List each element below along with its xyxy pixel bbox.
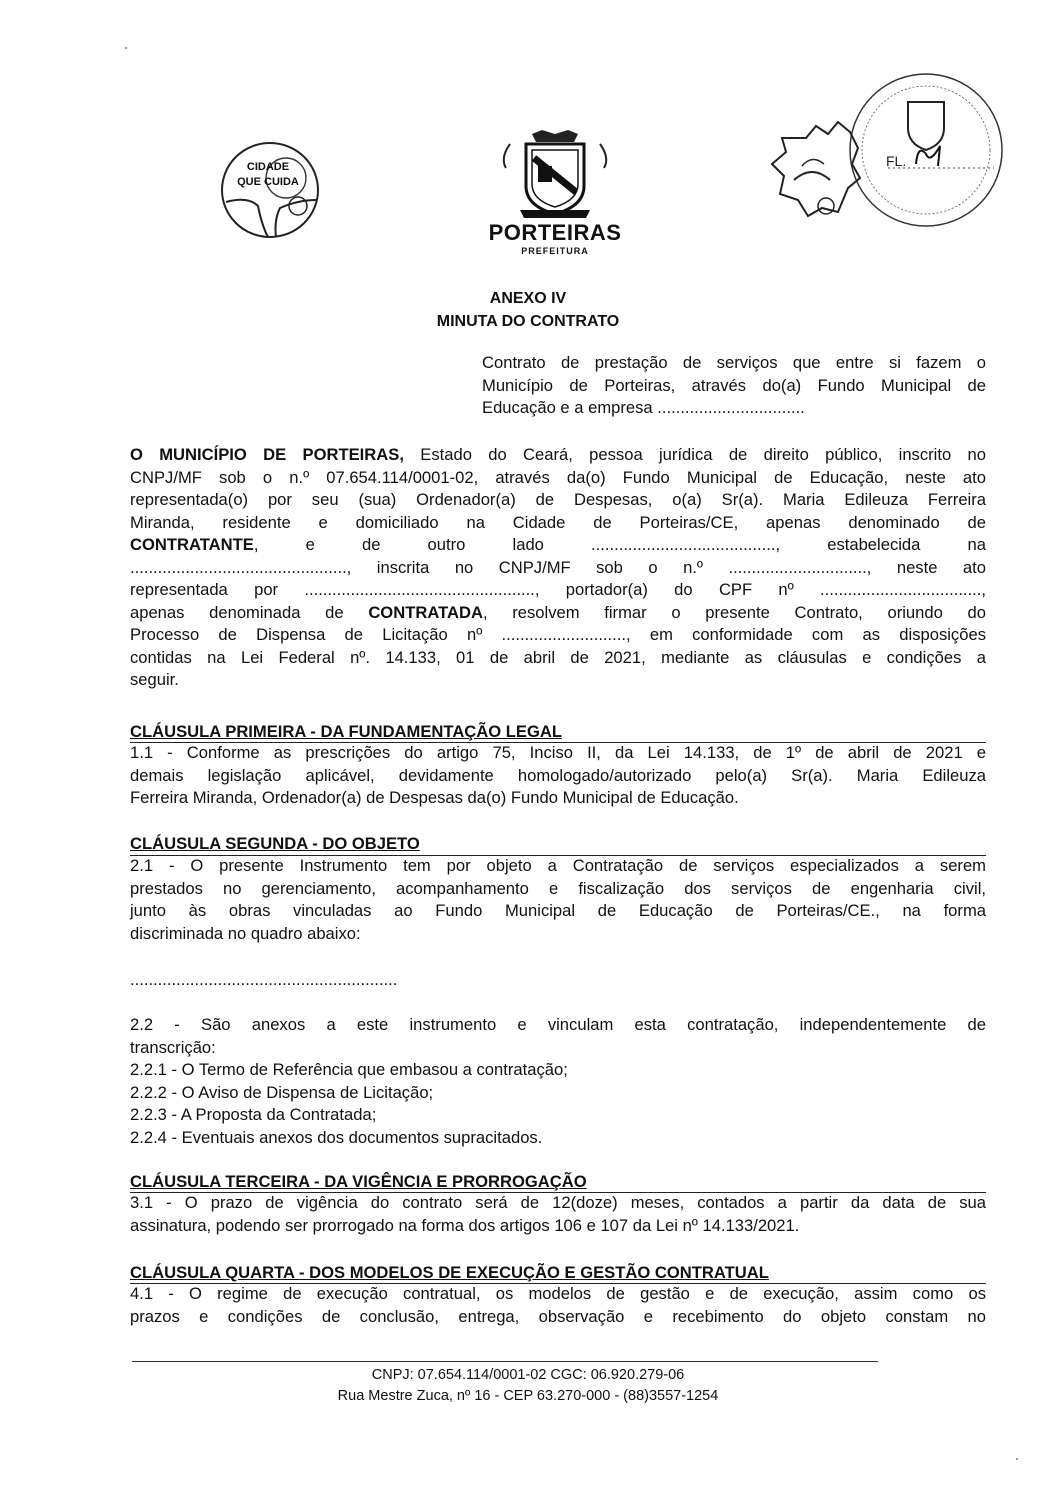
coat-of-arms-icon — [470, 128, 640, 220]
intro-line: representada(o) por seu (sua) Ordenador(a) de Despesas, o(a) Sr(a). Maria Edileuza Ferreira — [130, 490, 986, 509]
clause-3-title: CLÁUSULA TERCEIRA - DA VIGÊNCIA E PRORROGAÇÃO — [130, 1172, 587, 1191]
annex-item: 2.2.1 - O Termo de Referência que embasou a contratação; — [130, 1060, 568, 1079]
annex-item: 2.2.2 - O Aviso de Dispensa de Licitação; — [130, 1082, 434, 1102]
contract-preamble — [482, 352, 986, 420]
clause-line: 4.1 - O regime de execução contratual, os modelos de gestão e de execução, assim como os — [130, 1284, 986, 1303]
annex-line: 2.2 - São anexos a este instrumento e vinculam esta contratação, independentemente de — [130, 1015, 986, 1034]
intro-line: representada por .................................................., portador(a) do CPF nº ..................................., — [130, 580, 986, 599]
clause-line: Ferreira Miranda, Ordenador(a) de Despesas da(o) Fundo Municipal de Educação. — [130, 788, 739, 807]
annex-item: 2.2.3 - A Proposta da Contratada; — [130, 1105, 377, 1124]
intro-line: CONTRATANTE, e de outro lado ........................................, estabelecida na — [130, 535, 986, 554]
clause-line: 2.1 - O presente Instrumento tem por objeto a Contratação de serviços especializados a serem — [130, 856, 986, 875]
preamble-line: Educação e a empresa ................................ — [482, 398, 805, 417]
intro-line: ..............................................., inscrita no CNPJ/MF sob o n.º .............................., neste ato — [130, 557, 986, 577]
preamble-line: Contrato de prestação de serviços que entre si fazem o — [482, 353, 986, 372]
contract-draft-title: MINUTA DO CONTRATO — [436, 313, 620, 330]
scan-speck — [1016, 1458, 1018, 1460]
annex-line: transcrição: — [130, 1037, 216, 1057]
preamble-line: Município de Porteiras, através do(a) Fundo Municipal de — [482, 375, 986, 395]
footer-address: Rua Mestre Zuca, nº 16 - CEP 63.270-000 - (88)3557-1254 — [337, 1388, 719, 1404]
clause-3-body — [130, 1192, 986, 1237]
clause-line: assinatura, podendo ser prorrogado na forma dos artigos 106 e 107 da Lei nº 14.133/2021. — [130, 1215, 800, 1235]
annex-item: 2.2.4 - Eventuais anexos dos documentos supracitados. — [130, 1127, 543, 1147]
object-placeholder: .......................................................... — [130, 970, 398, 989]
clause-1-body — [130, 742, 986, 810]
clause-line: junto às obras vinculadas ao Fundo Municipal de Educação de Porteiras/CE., na forma — [130, 901, 986, 920]
clause-2-title: CLÁUSULA SEGUNDA - DO OBJETO — [130, 834, 420, 853]
cidade-que-cuida-logo — [218, 140, 322, 240]
svg-text:QUE CUIDA: QUE CUIDA — [237, 176, 299, 188]
footer-divider — [132, 1361, 878, 1362]
municipal-stamp — [768, 68, 1008, 236]
scan-speck — [125, 47, 127, 49]
clause-line: discriminada no quadro abaixo: — [130, 923, 361, 943]
clause-4-title: CLÁUSULA QUARTA - DOS MODELOS DE EXECUÇÃO E GESTÃO CONTRATUAL — [130, 1263, 769, 1282]
brand-name: PORTEIRAS — [488, 220, 622, 245]
clause-line: 3.1 - O prazo de vigência do contrato será de 12(doze) meses, contados a partir da data de sua — [130, 1193, 986, 1212]
intro-line: Processo de Dispensa de Licitação nº ..........................., em conformidade com as disposições — [130, 625, 986, 644]
clause-line: 1.1 - Conforme as prescrições do artigo 75, Inciso II, da Lei 14.133, de 1º de abril de 2021 e — [130, 743, 986, 762]
intro-line: contidas na Lei Federal nº. 14.133, 01 de abril de 2021, mediante as cláusulas e condições a — [130, 647, 986, 667]
clause-line: demais legislação aplicável, devidamente homologado/autorizado pelo(a) Sr(a). Maria Edileuza — [130, 765, 986, 785]
clause-line: prestados no gerenciamento, acompanhamento e fiscalização dos serviços de engenharia civil, — [130, 878, 986, 898]
svg-text:CIDADE: CIDADE — [246, 161, 290, 173]
footer-cnpj: CNPJ: 07.654.114/0001-02 CGC: 06.920.279-06 — [371, 1367, 685, 1383]
clause-1-title: CLÁUSULA PRIMEIRA - DA FUNDAMENTAÇÃO LEGAL — [130, 722, 563, 741]
clause-line: prazos e condições de conclusão, entrega, observação e recebimento do objeto constam no — [130, 1306, 986, 1326]
annex-list — [130, 1014, 986, 1149]
intro-line: Miranda, residente e domiciliado na Cidade de Porteiras/CE, apenas denominado de — [130, 512, 986, 532]
annex-title: ANEXO IV — [489, 290, 567, 307]
intro-paragraph — [130, 444, 986, 692]
intro-line: O MUNICÍPIO DE PORTEIRAS, Estado do Ceará, pessoa jurídica de direito público, inscrito no — [130, 445, 986, 464]
intro-line: seguir. — [130, 670, 179, 689]
svg-text:FL.: FL. — [886, 153, 907, 169]
brand-subtitle: PREFEITURA — [521, 246, 589, 256]
intro-line: CNPJ/MF sob o n.º 07.654.114/0001-02, através da(o) Fundo Municipal de Educação, neste ato — [130, 467, 986, 487]
clause-4-body — [130, 1283, 986, 1328]
porteiras-brand — [470, 128, 640, 260]
intro-line: apenas denominada de CONTRATADA, resolvem firmar o presente Contrato, oriundo do — [130, 602, 986, 622]
clause-2-body — [130, 855, 986, 945]
